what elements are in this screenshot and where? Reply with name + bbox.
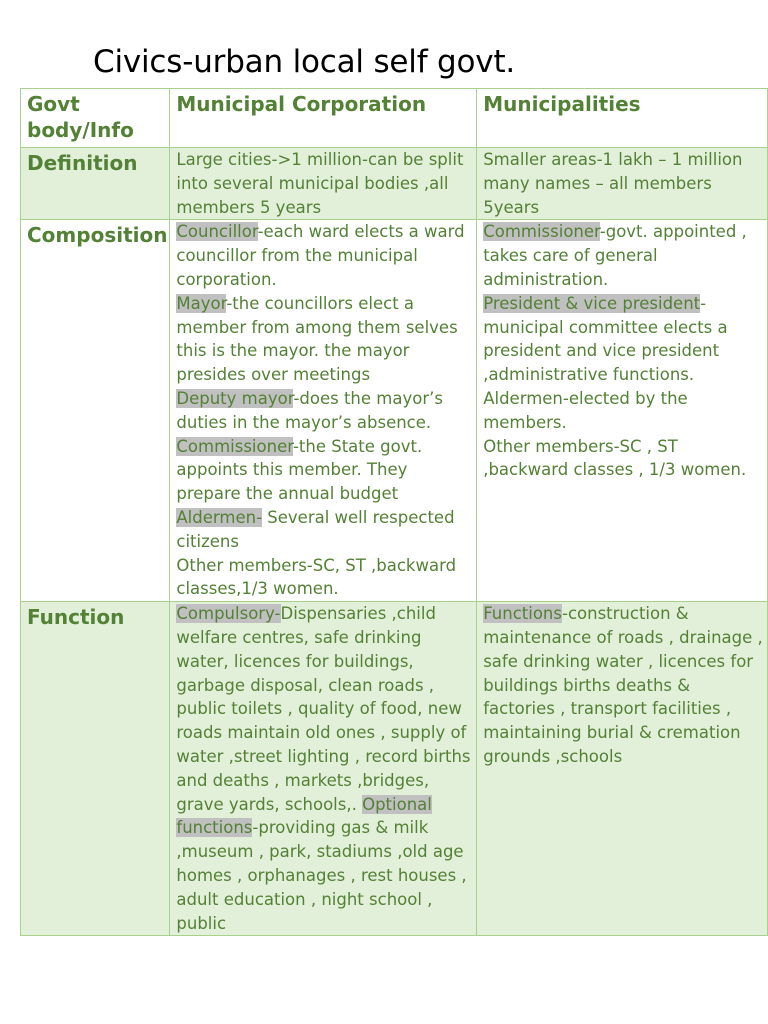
- functions-term: Functions: [483, 604, 562, 624]
- deputy-mayor-term: Deputy mayor: [176, 388, 294, 408]
- composition-municipalities-cell: [477, 220, 768, 602]
- header-cell-govt-body: [21, 89, 170, 148]
- mayor-term: Mayor: [176, 293, 227, 313]
- composition-corporation-cell: [170, 220, 477, 602]
- definition-corporation-text: Large cities->1 million-can be split into several municipal bodies ,all members 5 years: [176, 150, 464, 217]
- comparison-table: [20, 88, 768, 936]
- muni-commissioner-term: Commissioner: [483, 222, 600, 242]
- function-label: Function: [27, 605, 125, 630]
- deputy-mayor-text: -does the mayor’s duties in the mayor’s absence.: [176, 388, 443, 432]
- president-text: -municipal committee elects a president and vice president ,administrative functions.: [483, 293, 728, 385]
- president-term: President & vice president: [483, 293, 701, 313]
- commissioner-text: -the State govt. appoints this member. They prepare the annual budget: [176, 436, 423, 504]
- mayor-text: -the councillors elect a member from among them selves this is the mayor. the mayor presides over meetings: [176, 293, 458, 385]
- definition-municipalities-cell: [477, 148, 768, 220]
- page-title: Civics-urban local self govt.: [93, 44, 516, 80]
- aldermen-term: Aldermen-: [176, 507, 263, 527]
- compulsory-text: Dispensaries ,child welfare centres, safe drinking water, licences for buildings, garbage disposal, clean roads , public toilets , quality of food, new roads maintain old ones , supply of water ,street lighting , record births and deaths , markets ,bridges, grave yards, schools,.: [176, 604, 471, 814]
- function-municipalities-text: [477, 602, 767, 769]
- composition-label: Composition: [27, 223, 168, 248]
- function-corporation-cell: [170, 602, 477, 936]
- composition-row: [21, 220, 768, 602]
- muni-other-members-text: Other members-SC , ST ,backward classes , 1/3 women.: [483, 436, 747, 480]
- composition-label-cell: [21, 220, 170, 602]
- header-govt-body: Govt body/Info: [27, 92, 134, 142]
- composition-municipalities-text: [477, 220, 767, 482]
- councillor-term: Councillor: [176, 222, 258, 242]
- header-municipal-corporation: Municipal Corporation: [176, 92, 427, 116]
- definition-row: [21, 148, 768, 220]
- function-label-cell: [21, 602, 170, 936]
- definition-municipalities-text: Smaller areas-1 lakh – 1 million many names – all members 5years: [483, 150, 743, 217]
- definition-corporation-cell: [170, 148, 477, 220]
- header-municipalities: Municipalities: [483, 92, 641, 116]
- optional-functions-term: Optional functions: [176, 794, 432, 838]
- function-corporation-text: [170, 602, 476, 935]
- header-cell-corporation: [170, 89, 477, 148]
- definition-label-cell: [21, 148, 170, 220]
- function-municipalities-cell: [477, 602, 768, 936]
- councillor-text: -each ward elects a ward councillor from the municipal corporation.: [176, 222, 465, 289]
- aldermen-text: Several well respected citizens: [176, 507, 455, 551]
- compulsory-term: Compulsory-: [176, 604, 281, 624]
- functions-text: -construction & maintenance of roads , drainage , safe drinking water , licences for buildings births deaths & factories , transport facilities , maintaining burial & cremation grounds ,schools: [483, 604, 763, 766]
- muni-commissioner-text: -govt. appointed , takes care of general administration.: [483, 222, 747, 289]
- muni-aldermen-text: Aldermen-elected by the members.: [483, 388, 688, 432]
- commissioner-term: Commissioner: [176, 436, 293, 456]
- other-members-text: Other members-SC, ST ,backward classes,1/3 women.: [176, 555, 457, 599]
- definition-label: Definition: [27, 151, 138, 175]
- composition-corporation-text: [170, 220, 476, 601]
- optional-functions-text: -providing gas & milk ,museum , park, stadiums ,old age homes , orphanages , rest houses , adult education , night school , public: [176, 818, 467, 933]
- header-row: [21, 89, 768, 148]
- header-cell-municipalities: [477, 89, 768, 148]
- function-row: [21, 602, 768, 936]
